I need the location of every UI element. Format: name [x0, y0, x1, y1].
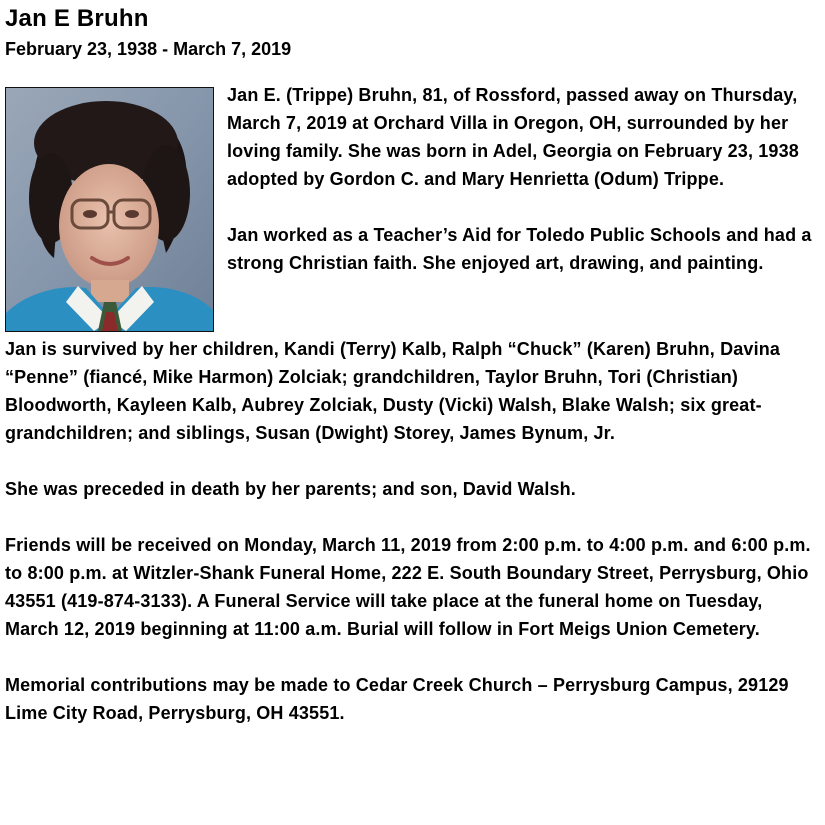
portrait-photo	[5, 87, 214, 332]
obituary-page	[5, 4, 820, 755]
paragraph-survivors: Jan is survived by her children, Kandi (Terry) Kalb, Ralph “Chuck” (Karen) Bruhn, Davina “Penne” (fiancé, Mike Harmon) Zolciak; grandchildren, Taylor Bruhn, Tori (Christian) Bloodworth, Kayleen Kalb, Aubrey Zolciak, Dusty (Vicki) Walsh, Blake Walsh; six great-grandchildren; and siblings, Susan (Dwight) Storey, James Bynum, Jr.	[5, 339, 781, 443]
life-dates: February 23, 1938 - March 7, 2019	[5, 39, 292, 59]
paragraph-memorials: Memorial contributions may be made to Cedar Creek Church – Perrysburg Campus, 29129 Lime City Road, Perrysburg, OH 43551.	[5, 675, 789, 723]
portrait-photo-icon	[6, 88, 213, 331]
paragraph-services: Friends will be received on Monday, March 11, 2019 from 2:00 p.m. to 4:00 p.m. and 6:00 p.m. to 8:00 p.m. at Witzler-Shank Funeral Home, 222 E. South Boundary Street, Perrysburg, Ohio 43551 (419-874-3133). A Funeral Service will take place at the funeral home on Tuesday, March 12, 2019 beginning at 11:00 a.m. Burial will follow in Fort Meigs Union Cemetery.	[5, 535, 811, 639]
main-text	[5, 335, 820, 727]
paragraph-work: Jan worked as a Teacher’s Aid for Toledo Public Schools and had a strong Christian faith. She enjoyed art, drawing, and painting.	[227, 225, 812, 273]
page-title: Jan E Bruhn	[5, 5, 149, 32]
intro-text	[227, 81, 825, 305]
paragraph-intro: Jan E. (Trippe) Bruhn, 81, of Rossford, passed away on Thursday, March 7, 2019 at Orchard Villa in Oregon, OH, surrounded by her loving family. She was born in Adel, Georgia on February 23, 1938 adopted by Gordon C. and Mary Henrietta (Odum) Trippe.	[227, 85, 799, 189]
paragraph-preceded: She was preceded in death by her parents; and son, David Walsh.	[5, 479, 576, 499]
intro-section	[5, 87, 820, 335]
